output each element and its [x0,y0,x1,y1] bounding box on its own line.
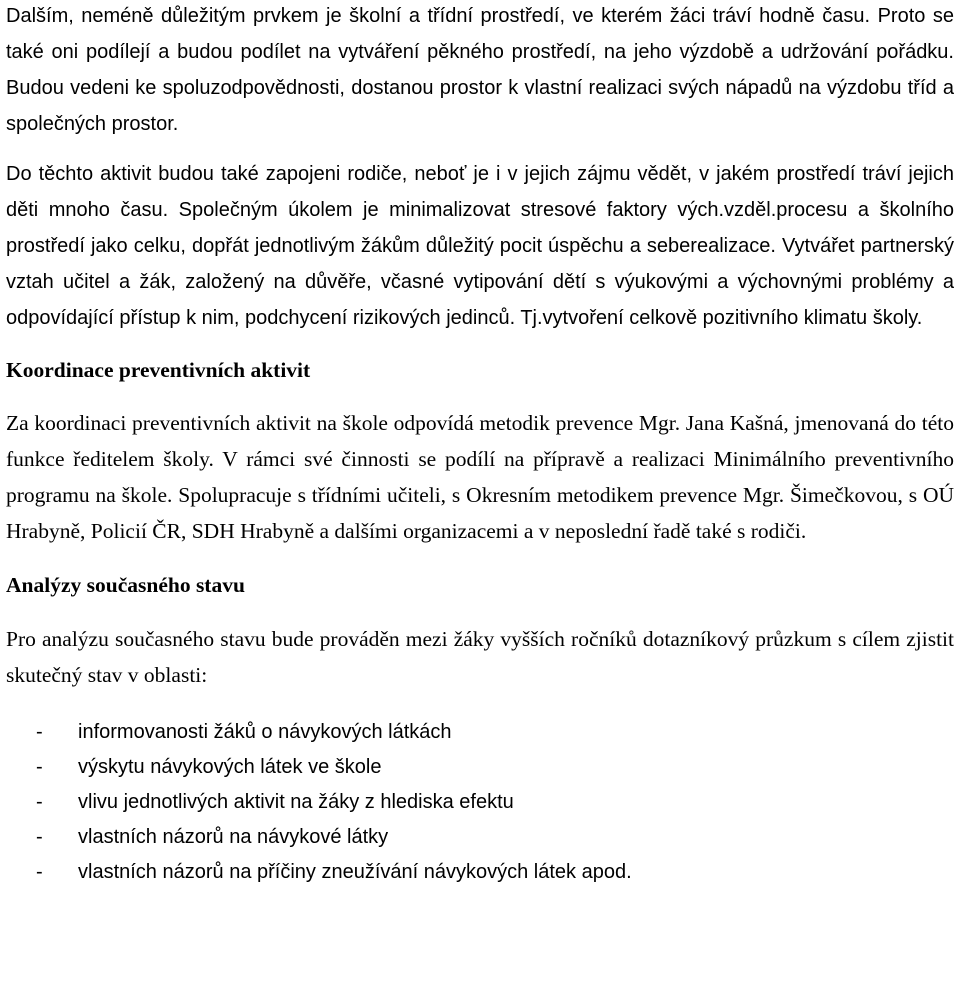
dash-bullet: - [36,791,43,813]
analysis-list [6,715,954,890]
heading-analyzy: Analýzy současného stavu [6,573,245,597]
dash-bullet: - [36,861,43,883]
list-item-text: informovanosti žáků o návykových látkách [78,721,452,743]
dash-bullet: - [36,826,43,848]
dash-bullet: - [36,721,43,743]
list-item-text: výskytu návykových látek ve škole [78,756,382,778]
list-item-text: vlivu jednotlivých aktivit na žáky z hlediska efektu [78,791,514,813]
list-item-text: vlastních názorů na příčiny zneužívání návykových látek apod. [78,861,632,883]
koordinace-paragraph: Za koordinaci preventivních aktivit na škole odpovídá metodik prevence Mgr. Jana Kašná, jmenovaná do této funkce ředitelem školy. V rámci své činnosti se podílí na přípravě a realizaci Minimálního preventivního programu na škole. Spolupracuje s třídními učiteli, s Okresním metodikem prevence Mgr. Šimečkovou, s OÚ Hrabyně, Policií ČR, SDH Hrabyně a dalšími organizacemi a v neposlední řadě také s rodiči. [6,411,954,543]
parents-paragraph: Do těchto aktivit budou také zapojeni rodiče, neboť je i v jejich zájmu vědět, v jakém prostředí tráví jejich děti mnoho času. Společným úkolem je minimalizovat stresové faktory vých.vzděl.procesu a školního prostředí jako celku, dopřát jednotlivým žákům důležitý pocit úspěchu a seberealizace. Vytvářet partnerský vztah učitel a žák, založený na důvěře, včasné vytipování dětí s výukovými a výchovnými problémy a odpovídající přístup k nim, podchycení rizikových jedinců. Tj.vytvoření celkově pozitivního klimatu školy. [6,163,954,329]
list-item [6,785,954,820]
document-page [6,0,954,890]
list-item [6,820,954,855]
analyzy-paragraph: Pro analýzu současného stavu bude prováděn mezi žáky vyšších ročníků dotazníkový průzkum s cílem zjistit skutečný stav v oblasti: [6,627,954,687]
list-item [6,750,954,785]
intro-paragraph: Dalším, neméně důležitým prvkem je školní a třídní prostředí, ve kterém žáci tráví hodně času. Proto se také oni podílejí a budou podílet na vytváření pěkného prostředí, na jeho výzdobě a udržování pořádku. Budou vedeni ke spoluzodpovědnosti, dostanou prostor k vlastní realizaci svých nápadů na výzdobu tříd a společných prostor. [6,5,954,135]
list-item [6,855,954,890]
list-item [6,715,954,750]
dash-bullet: - [36,756,43,778]
heading-koordinace: Koordinace preventivních aktivit [6,358,311,382]
list-item-text: vlastních názorů na návykové látky [78,826,389,848]
